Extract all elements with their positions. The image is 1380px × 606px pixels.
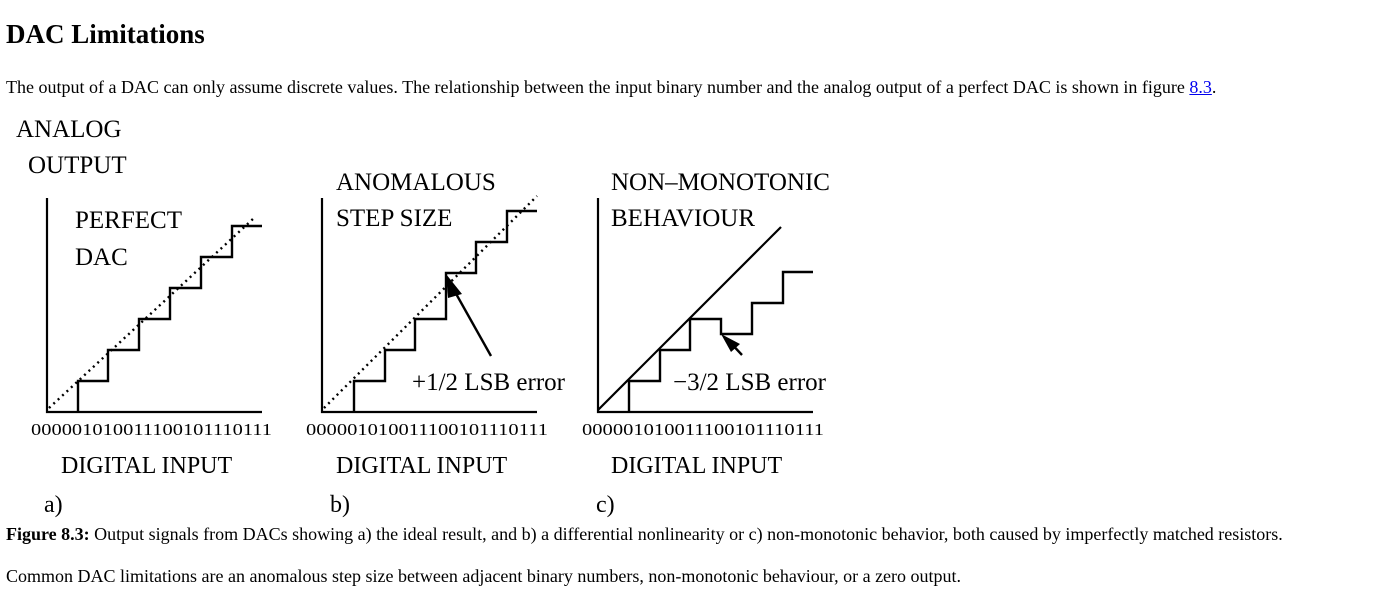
y-axis-label-line2: OUTPUT [28, 152, 127, 179]
y-axis-label-line1: ANALOG [16, 116, 122, 143]
panel-c-label: c) [596, 492, 615, 518]
panel-c-title-line2: BEHAVIOUR [611, 205, 755, 232]
panel-b-annotation: +1/2 LSB error [412, 369, 565, 396]
panel-a-title-line2: DAC [75, 244, 128, 271]
panel-b-title-line1: ANOMALOUS [336, 169, 496, 196]
panel-c-annotation: −3/2 LSB error [673, 369, 826, 396]
dac-figure [0, 108, 880, 520]
panel-a [31, 198, 272, 518]
panel-b-x-ticks: 000001010011100101110111 [306, 420, 548, 439]
figure-caption [6, 523, 1283, 545]
intro-paragraph [6, 76, 1216, 98]
panel-b-x-axis-label: DIGITAL INPUT [336, 453, 508, 479]
panel-a-x-ticks: 000001010011100101110111 [31, 420, 272, 439]
panel-b-label: b) [330, 492, 350, 518]
section-title: DAC Limitations [6, 19, 205, 49]
panel-c-x-ticks: 000001010011100101110111 [582, 420, 824, 439]
panel-c [582, 169, 830, 518]
panel-b-arrow-head [446, 274, 462, 298]
intro-text: The output of a DAC can only assume discrete values. The relationship between the input binary number and the analog output of a perfect DAC is shown in figure [6, 77, 1190, 97]
figure-link[interactable]: 8.3 [1189, 77, 1212, 97]
intro-text-end: . [1211, 77, 1217, 97]
caption-label: Figure 8.3: [6, 524, 90, 544]
panel-a-label: a) [44, 492, 63, 518]
panel-c-title-line1: NON–MONOTONIC [611, 169, 830, 196]
panel-a-x-axis-label: DIGITAL INPUT [61, 453, 233, 479]
caption-text: Output signals from DACs showing a) the ideal result, and b) a differential nonlinearity or c) non-monotonic behavior, both caused by imperfectly matched resistors. [89, 524, 1283, 544]
dac-figure-svg [0, 108, 880, 520]
panel-a-title-line1: PERFECT [75, 207, 182, 234]
panel-b-title-line2: STEP SIZE [336, 205, 453, 232]
panel-b [306, 169, 566, 518]
panel-c-x-axis-label: DIGITAL INPUT [611, 453, 783, 479]
closing-paragraph: Common DAC limitations are an anomalous step size between adjacent binary numbers, non-monotonic behaviour, or a zero output. [6, 566, 962, 586]
